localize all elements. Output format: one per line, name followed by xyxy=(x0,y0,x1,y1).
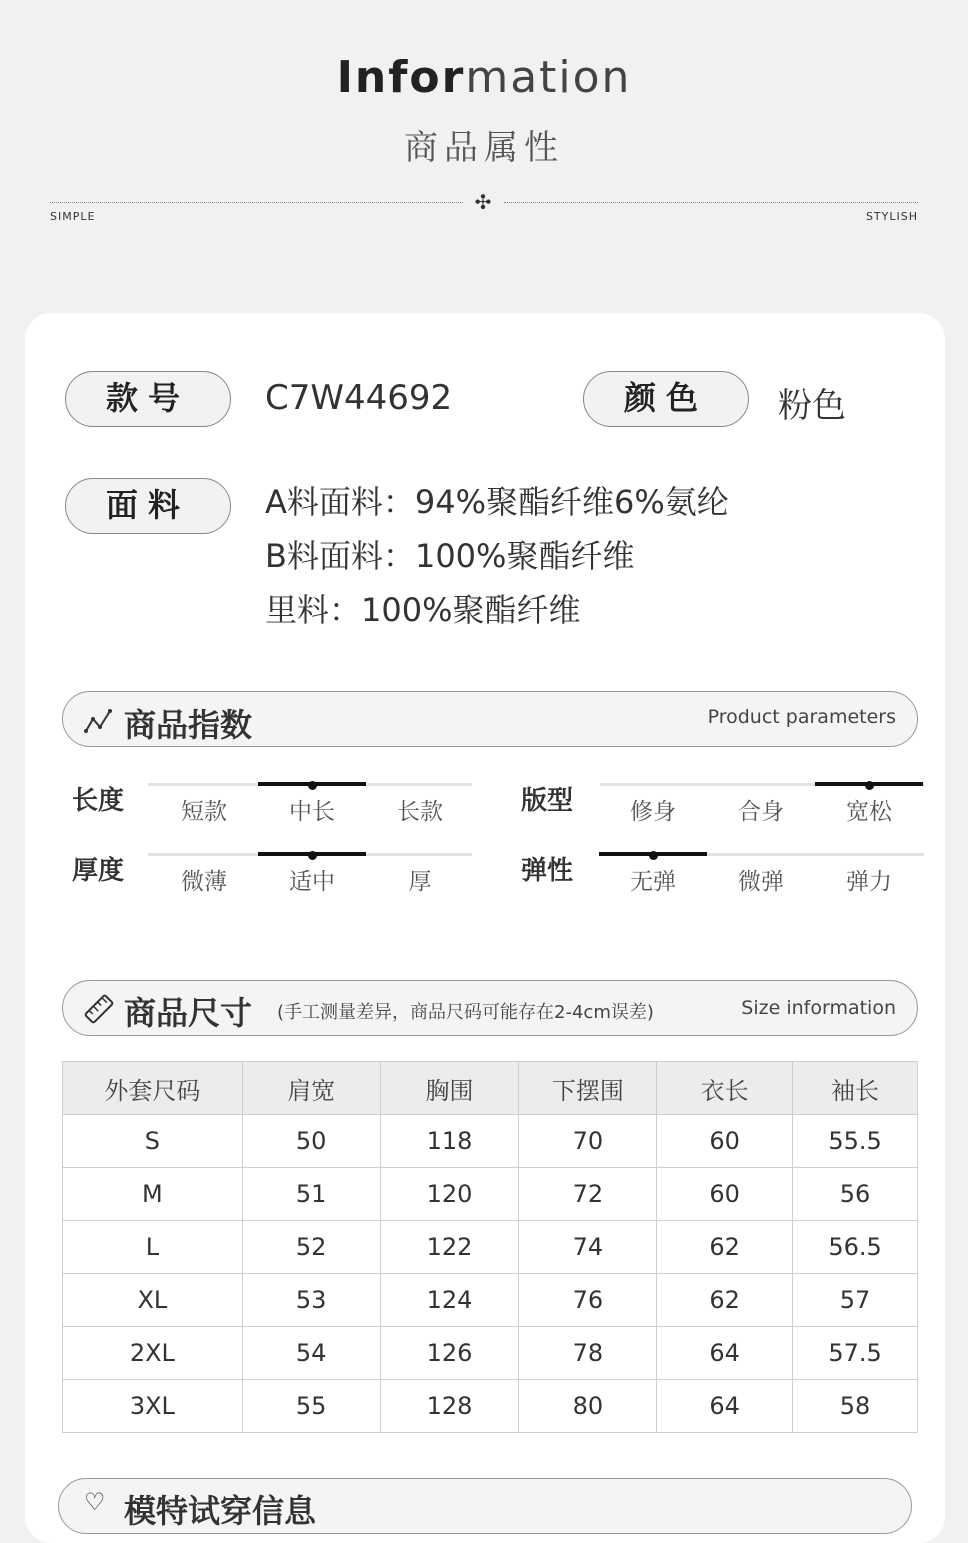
header-cell: 衣长 xyxy=(657,1062,793,1115)
fabric-line: 里料：100%聚酯纤维 xyxy=(265,591,581,629)
index-option: 适中 xyxy=(289,869,335,895)
ruler-icon xyxy=(82,992,116,1026)
header-cell: 肩宽 xyxy=(242,1062,380,1115)
table-cell: 56.5 xyxy=(793,1221,918,1274)
index-label: 厚度 xyxy=(72,856,125,886)
index-section-title: 商品指数 xyxy=(124,706,253,744)
table-cell: 60 xyxy=(657,1168,793,1221)
color-label: 颜色 xyxy=(583,371,749,427)
table-cell: 72 xyxy=(519,1168,657,1221)
index-label: 长度 xyxy=(72,786,125,816)
divider-right xyxy=(504,202,918,203)
table-cell: 60 xyxy=(657,1115,793,1168)
table-row xyxy=(63,1274,918,1327)
model-label: 款号 xyxy=(65,371,231,427)
title-bold: Infor xyxy=(336,52,466,103)
table-cell: 58 xyxy=(793,1380,918,1433)
cross-ornament-icon: ✣ xyxy=(474,190,492,214)
table-cell: 57.5 xyxy=(793,1327,918,1380)
fabric-list xyxy=(265,475,729,637)
trend-line-icon xyxy=(84,707,114,735)
table-cell: 70 xyxy=(519,1115,657,1168)
index-option: 宽松 xyxy=(846,799,892,825)
size-section-en: Size information xyxy=(741,997,896,1019)
table-cell: 118 xyxy=(380,1115,519,1168)
table-cell: 64 xyxy=(657,1380,793,1433)
model-section-title: 模特试穿信息 xyxy=(124,1492,317,1530)
table-cell: 62 xyxy=(657,1221,793,1274)
simple-tag: SIMPLE xyxy=(50,210,96,223)
index-option: 中长 xyxy=(289,799,335,825)
header-cell: 下摆围 xyxy=(519,1062,657,1115)
table-cell: 54 xyxy=(242,1327,380,1380)
size-section-note: (手工测量差异，商品尺码可能存在2-4cm误差) xyxy=(277,1002,654,1023)
index-option: 合身 xyxy=(738,799,784,825)
index-label: 版型 xyxy=(521,786,574,816)
table-cell: 51 xyxy=(242,1168,380,1221)
index-option: 弹力 xyxy=(846,869,892,895)
header-cell: 袖长 xyxy=(793,1062,918,1115)
table-cell: 128 xyxy=(380,1380,519,1433)
fabric-line: A料面料：94%聚酯纤维6%氨纶 xyxy=(265,483,729,521)
index-label: 弹性 xyxy=(521,856,574,886)
table-cell: 120 xyxy=(380,1168,519,1221)
table-cell: 57 xyxy=(793,1274,918,1327)
index-option: 微薄 xyxy=(181,869,227,895)
title-light: mation xyxy=(465,52,632,103)
table-cell: 55 xyxy=(242,1380,380,1433)
table-row xyxy=(63,1115,918,1168)
index-option: 无弹 xyxy=(630,869,676,895)
table-cell: 80 xyxy=(519,1380,657,1433)
index-section-en: Product parameters xyxy=(707,706,896,728)
table-cell: M xyxy=(63,1168,243,1221)
table-cell: L xyxy=(63,1221,243,1274)
index-option: 短款 xyxy=(181,799,227,825)
table-cell: 50 xyxy=(242,1115,380,1168)
page-title xyxy=(0,52,968,103)
index-selected-dot xyxy=(865,781,874,790)
divider-left xyxy=(50,202,463,203)
model-value: C7W44692 xyxy=(265,378,453,418)
index-selected-dot xyxy=(308,851,317,860)
table-cell: 56 xyxy=(793,1168,918,1221)
table-row xyxy=(63,1221,918,1274)
table-cell: 76 xyxy=(519,1274,657,1327)
table-row xyxy=(63,1168,918,1221)
index-option: 厚 xyxy=(408,869,432,895)
size-section-title: 商品尺寸 xyxy=(124,994,253,1032)
fabric-line: B料面料：100%聚酯纤维 xyxy=(265,537,635,575)
table-row xyxy=(63,1380,918,1433)
size-table xyxy=(62,1061,918,1433)
header-cell: 胸围 xyxy=(380,1062,519,1115)
table-cell: 52 xyxy=(242,1221,380,1274)
index-option: 修身 xyxy=(630,799,676,825)
heart-icon: ♡ xyxy=(84,1488,106,1516)
index-selected-dot xyxy=(649,851,658,860)
index-selected-dot xyxy=(308,781,317,790)
fabric-label: 面料 xyxy=(65,478,231,534)
table-cell: 3XL xyxy=(63,1380,243,1433)
stylish-tag: STYLISH xyxy=(865,210,918,223)
header-cell: 外套尺码 xyxy=(63,1062,243,1115)
table-cell: 53 xyxy=(242,1274,380,1327)
table-cell: 55.5 xyxy=(793,1115,918,1168)
table-header-row xyxy=(63,1062,918,1115)
table-cell: 126 xyxy=(380,1327,519,1380)
table-cell: S xyxy=(63,1115,243,1168)
table-cell: 62 xyxy=(657,1274,793,1327)
index-option: 微弹 xyxy=(738,869,784,895)
table-cell: 2XL xyxy=(63,1327,243,1380)
table-row xyxy=(63,1327,918,1380)
table-cell: 122 xyxy=(380,1221,519,1274)
table-cell: 64 xyxy=(657,1327,793,1380)
table-cell: 74 xyxy=(519,1221,657,1274)
index-option: 长款 xyxy=(397,799,443,825)
page-subtitle: 商品属性 xyxy=(404,128,564,168)
table-cell: 78 xyxy=(519,1327,657,1380)
table-cell: XL xyxy=(63,1274,243,1327)
table-cell: 124 xyxy=(380,1274,519,1327)
color-value: 粉色 xyxy=(778,386,846,426)
